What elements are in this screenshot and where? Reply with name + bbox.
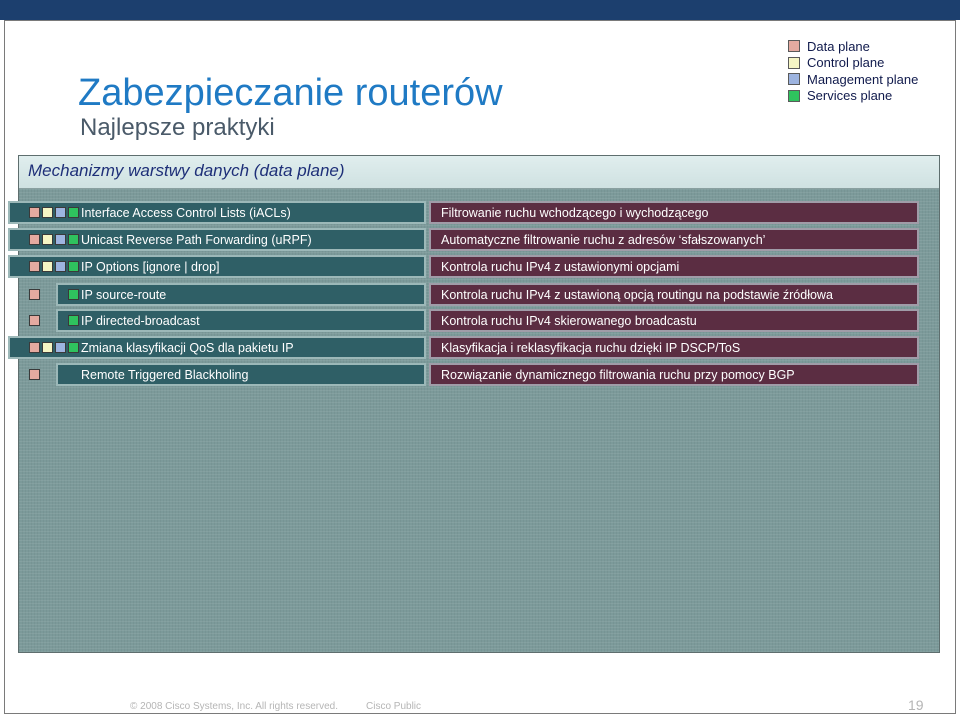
legend-item-services-plane (788, 88, 918, 105)
footer-copyright: © 2008 Cisco Systems, Inc. All rights reserved. (130, 701, 339, 712)
mechanism-description-box (429, 309, 919, 332)
footer-classification: Cisco Public (366, 701, 422, 712)
services-plane-indicator-icon (68, 315, 79, 326)
management-plane-indicator-icon (55, 207, 66, 218)
control-plane-indicator-icon (42, 261, 53, 272)
mechanism-row (0, 255, 922, 278)
data-plane-indicator-icon (29, 207, 40, 218)
control-plane-indicator-icon (42, 234, 53, 245)
data-plane-indicator-icon (29, 315, 40, 326)
mechanism-description: Klasyfikacja i reklasyfikacja ruchu dzięki IP DSCP/ToS (441, 341, 741, 355)
page-subtitle: Najlepsze praktyki (80, 114, 275, 141)
services-plane-indicator-icon (68, 207, 79, 218)
mechanism-name: Remote Triggered Blackholing (81, 368, 249, 382)
mechanism-description: Kontrola ruchu IPv4 skierowanego broadcastu (441, 314, 697, 328)
services-plane-indicator-icon (68, 342, 79, 353)
page-number: 19 (908, 697, 924, 713)
section-heading: Mechanizmy warstwy danych (data plane) (28, 161, 345, 180)
management-plane-indicator-icon (55, 234, 66, 245)
mechanism-description: Kontrola ruchu IPv4 z ustawionymi opcjami (441, 260, 680, 274)
legend-item-data-plane (788, 38, 918, 55)
mechanism-name: IP Options [ignore | drop] (81, 260, 220, 274)
mechanism-name-box (56, 363, 426, 386)
mechanism-row (0, 309, 922, 332)
legend-label: Services plane (807, 88, 893, 104)
mechanism-description: Automatyczne filtrowanie ruchu z adresów ‘sfałszowanych’ (441, 233, 766, 247)
services-plane-indicator-icon (68, 261, 79, 272)
mechanism-name: IP source-route (81, 288, 167, 302)
mechanism-row (0, 228, 922, 251)
control-plane-swatch-icon (788, 57, 800, 69)
data-plane-indicator-icon (29, 342, 40, 353)
plane-legend (788, 38, 918, 104)
legend-label: Management plane (807, 71, 919, 87)
services-plane-indicator-icon (68, 234, 79, 245)
data-plane-indicator-icon (29, 234, 40, 245)
mechanism-name: IP directed-broadcast (81, 314, 200, 328)
top-bar (0, 0, 960, 20)
services-plane-indicator-icon (68, 289, 79, 300)
management-plane-swatch-icon (788, 73, 800, 85)
control-plane-indicator-icon (42, 207, 53, 218)
mechanism-row (0, 283, 922, 306)
mechanism-description-box (429, 201, 919, 224)
mechanism-description: Rozwiązanie dynamicznego filtrowania ruchu przy pomocy BGP (441, 368, 795, 382)
legend-item-management-plane (788, 71, 918, 88)
data-plane-indicator-icon (29, 289, 40, 300)
page-title: Zabezpieczanie routerów (78, 72, 503, 114)
mechanism-name: Zmiana klasyfikacji QoS dla pakietu IP (81, 341, 294, 355)
mechanism-name-box (56, 309, 426, 332)
mechanism-row (0, 201, 922, 224)
mechanism-name-box (56, 283, 426, 306)
management-plane-indicator-icon (55, 261, 66, 272)
mechanism-description: Filtrowanie ruchu wchodzącego i wychodzącego (441, 206, 709, 220)
mechanism-description: Kontrola ruchu IPv4 z ustawioną opcją routingu na podstawie źródłowa (441, 288, 833, 302)
legend-label: Control plane (807, 55, 885, 71)
mechanism-row (0, 363, 922, 386)
mechanism-row (0, 336, 922, 359)
services-plane-swatch-icon (788, 90, 800, 102)
management-plane-indicator-icon (55, 342, 66, 353)
control-plane-indicator-icon (42, 342, 53, 353)
data-plane-swatch-icon (788, 40, 800, 52)
section-header (19, 156, 939, 189)
mechanism-name: Interface Access Control Lists (iACLs) (81, 206, 291, 220)
legend-item-control-plane (788, 55, 918, 72)
mechanism-description-box (429, 228, 919, 251)
data-plane-indicator-icon (29, 369, 40, 380)
mechanism-description-box (429, 283, 919, 306)
data-plane-indicator-icon (29, 261, 40, 272)
mechanism-name: Unicast Reverse Path Forwarding (uRPF) (81, 233, 312, 247)
mechanism-description-box (429, 255, 919, 278)
mechanism-description-box (429, 363, 919, 386)
mechanism-description-box (429, 336, 919, 359)
legend-label: Data plane (807, 38, 870, 54)
